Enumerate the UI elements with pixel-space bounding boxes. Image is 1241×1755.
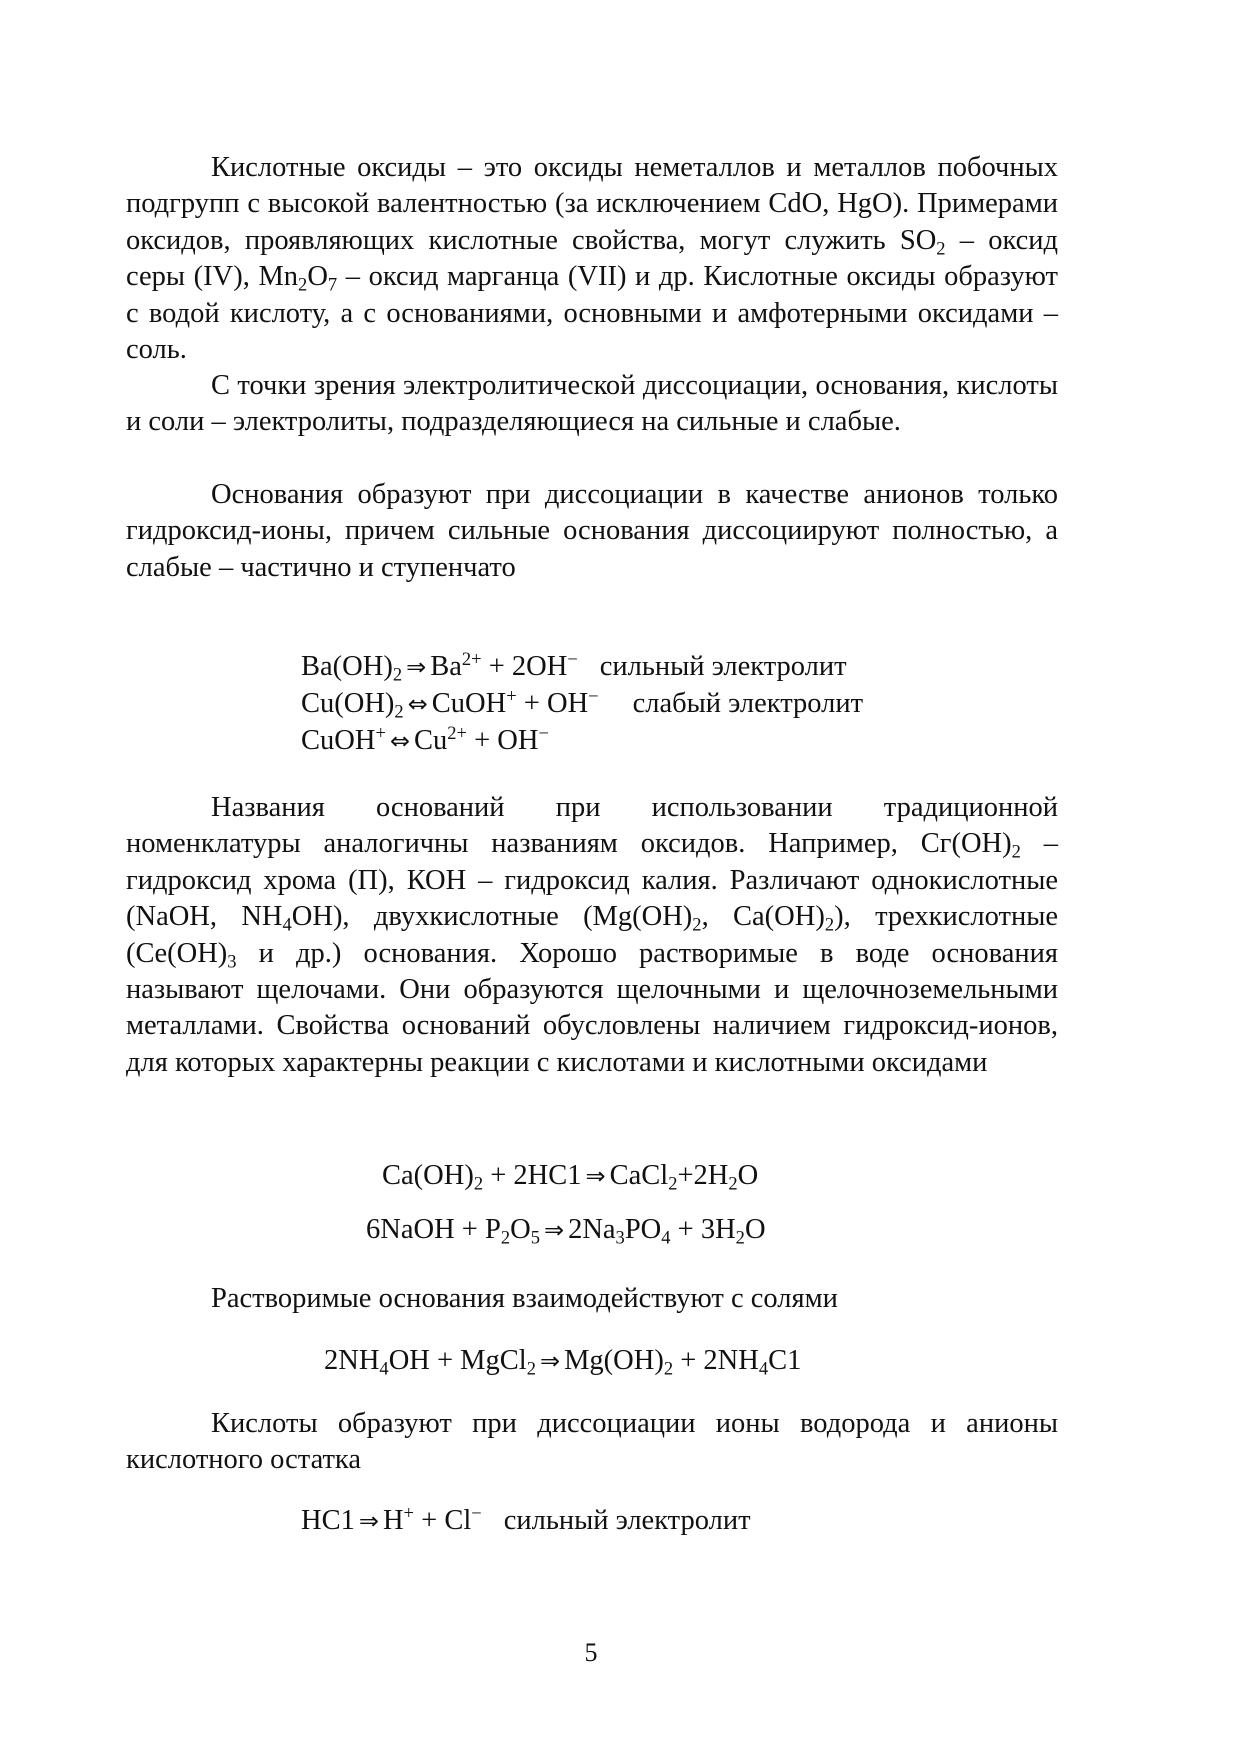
equation-label: сильный электролит [599,651,847,682]
equation-naoh-p2o5: 6NaOH + $P_2O_5$ ⇒ $2Na_3PO_4 + 3H_2O$ [366,1214,766,1249]
equation-hcl-dissociation: HC1 ⇒ H+ + Cl− сильный электролит [301,1503,751,1539]
equation-nh4oh-mgcl2: $2NH_4OH$ + MgCl$_2$ ⇒ $Mg(OH)_2 + 2NH_4C1$ [324,1345,802,1380]
equation-calcium-hydroxide-hcl: $Ca(OH)_2 + 2HC1$ ⇒ $CaCl_2+2H_2O$ [382,1160,759,1195]
paragraph-bases-nomenclature: Названия оснований при использовании традиционной номенклатуры аналогичны названиям оксидов. Например, $Сг(ОН)_2$ – гидроксид хрома (П), КОН – гидроксид калия. Различают однокислотные (NaOH, $NH_4OH$), двухкислотные ($Mg(OH)_2$, $Ca(OH)_2$), трехкислотные ($Ce(OH)_3$ и др.) основания. Хорошо растворимые в воде основания называют щелочами. Они образуются щелочными и щелочноземельными металлами. Свойства оснований обусловлены наличием гидроксид-ионов, для которых характерны реакции с кислотами и кислотными оксидами [126,792,1058,1078]
right-arrow-icon: ⇒ [539,1347,561,1375]
equation-label: слабый электролит [632,688,864,719]
paragraph-bases-dissociation: Основания образуют при диссоциации в качестве анионов только гидроксид-ионы, причем сильные основания диссоциируют полностью, а слабые – частично и ступенчато [126,479,1058,583]
paragraph-soluble-bases: Растворимые основания взаимодействуют с солями [211,1283,838,1314]
page-number: 5 [584,1638,598,1667]
double-arrow-icon: ⇔ [389,727,410,755]
right-arrow-icon: ⇒ [543,1216,565,1244]
equation-barium-hydroxide: $Ba(OH)_2$ ⇒ $Ba^{2+} + 2OH^-$ сильный электролит [301,648,847,686]
right-arrow-icon: ⇒ [358,1507,379,1535]
paragraph-electrolytic-dissociation: С точки зрения электролитической диссоциации, основания, кислоты и соли – электролиты, подразделяющиеся на сильные и слабые. [126,370,1058,438]
right-arrow-icon: ⇒ [585,1162,606,1190]
equation-label: сильный электролит [503,1505,751,1536]
right-arrow-icon: ⇒ [406,653,427,681]
paragraph-acids-dissociation: Кислоты образуют при диссоциации ионы водорода и анионы кислотного остатка [126,1408,1058,1476]
double-arrow-icon: ⇔ [407,690,428,718]
equation-cuoh-dissociation: CuOH+ ⇔ $Cu^{2+} + OH^-$ [301,722,549,756]
paragraph-acidic-oxides: Кислотные оксиды – это оксиды неметаллов и металлов побочных подгрупп с высокой валентностью (за исключением CdO, HgO). Примерами оксидов, проявляющих кислотные свойства, могут служить $SO_2$ – оксид серы (IV), $Mn_2O_7$ – оксид марганца (VII) и др. Кислотные оксиды образуют с водой кислоту, а с основаниями, основными и амфотерными оксидами – соль. [126,152,1059,366]
equation-copper-hydroxide: $Cu(OH)_2$ ⇔ CuOH+ + OH− слабый электролит [301,685,864,723]
